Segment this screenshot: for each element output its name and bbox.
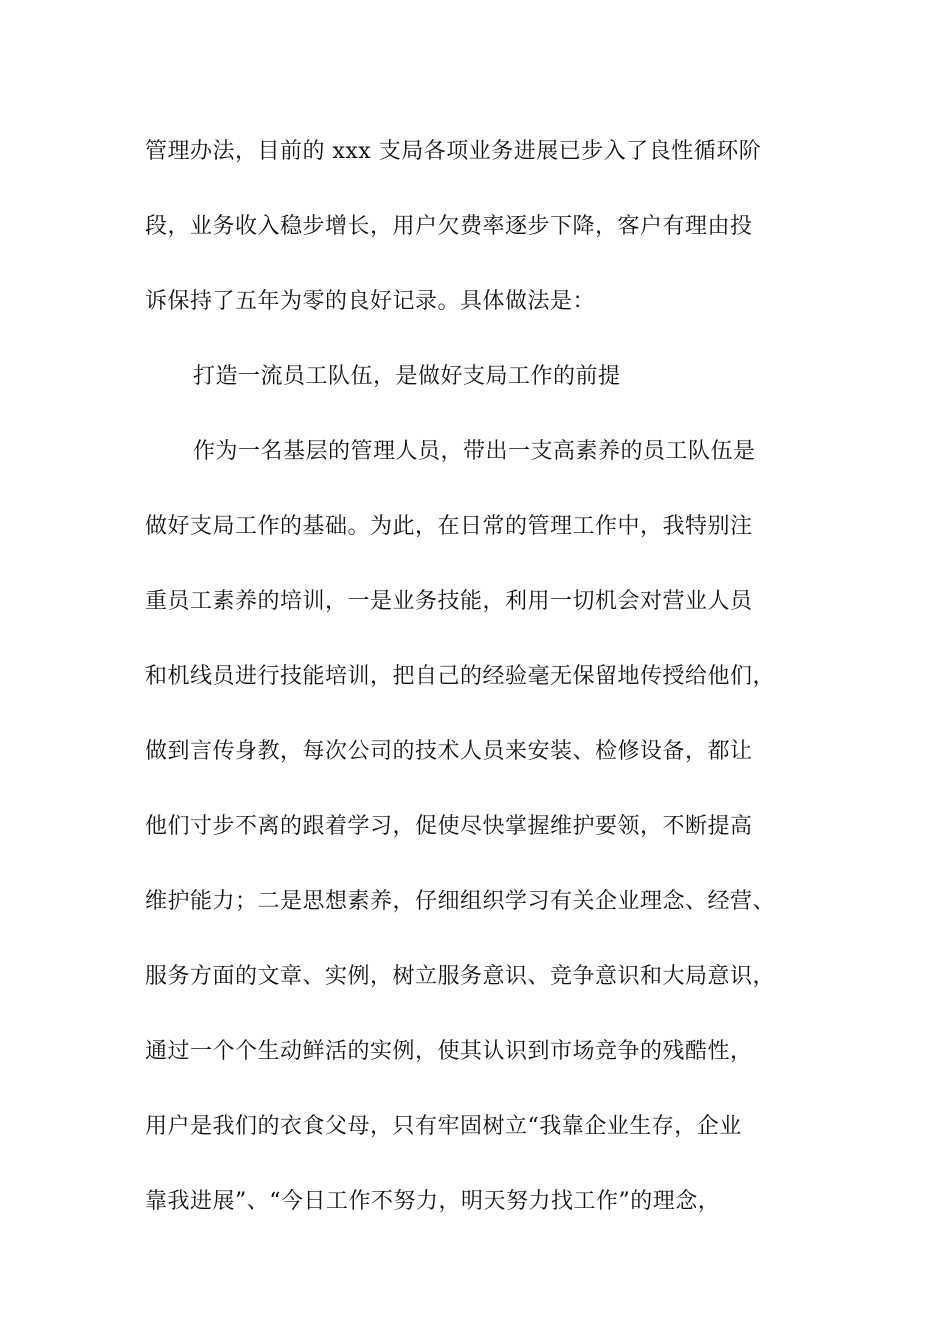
text-line-6: 做好支局工作的基础。为此，在日常的管理工作中，我特别注 bbox=[145, 514, 753, 539]
text-line-15: 靠我进展”、“今日工作不努力，明天努力找工作”的理念， bbox=[145, 1189, 721, 1214]
section-heading: 打造一流员工队伍，是做好支局工作的前提 bbox=[193, 364, 621, 389]
text-line-12: 服务方面的文章、实例，树立服务意识、竞争意识和大局意识， bbox=[145, 964, 776, 989]
text-line-14: 用户是我们的衣食父母，只有牢固树立“我靠企业生存，企业 bbox=[145, 1114, 742, 1139]
text-line-10: 他们寸步不离的跟着学习，促使尽快掌握维护要领，不断提高 bbox=[145, 814, 753, 839]
text-line-7: 重员工素养的培训，一是业务技能，利用一切机会对营业人员 bbox=[145, 589, 753, 614]
text-line-13: 通过一个个生动鲜活的实例，使其认识到市场竞争的残酷性， bbox=[145, 1039, 753, 1064]
text-line-8: 和机线员进行技能培训，把自己的经验毫无保留地传授给他们， bbox=[145, 664, 776, 689]
text-line-2: 段，业务收入稳步增长，用户欠费率逐步下降，客户有理由投 bbox=[145, 214, 753, 239]
text-line-11: 维护能力；二是思想素养，仔细组织学习有关企业理念、经营、 bbox=[145, 889, 776, 914]
text-line-3: 诉保持了五年为零的良好记录。具体做法是： bbox=[145, 289, 596, 314]
text-line-5: 作为一名基层的管理人员，带出一支高素养的员工队伍是 bbox=[193, 439, 756, 464]
text-line-1: 管理办法，目前的 xxx 支局各项业务进展已步入了良性循环阶 bbox=[145, 139, 762, 164]
text-line-9: 做到言传身教，每次公司的技术人员来安装、检修设备，都让 bbox=[145, 739, 753, 764]
